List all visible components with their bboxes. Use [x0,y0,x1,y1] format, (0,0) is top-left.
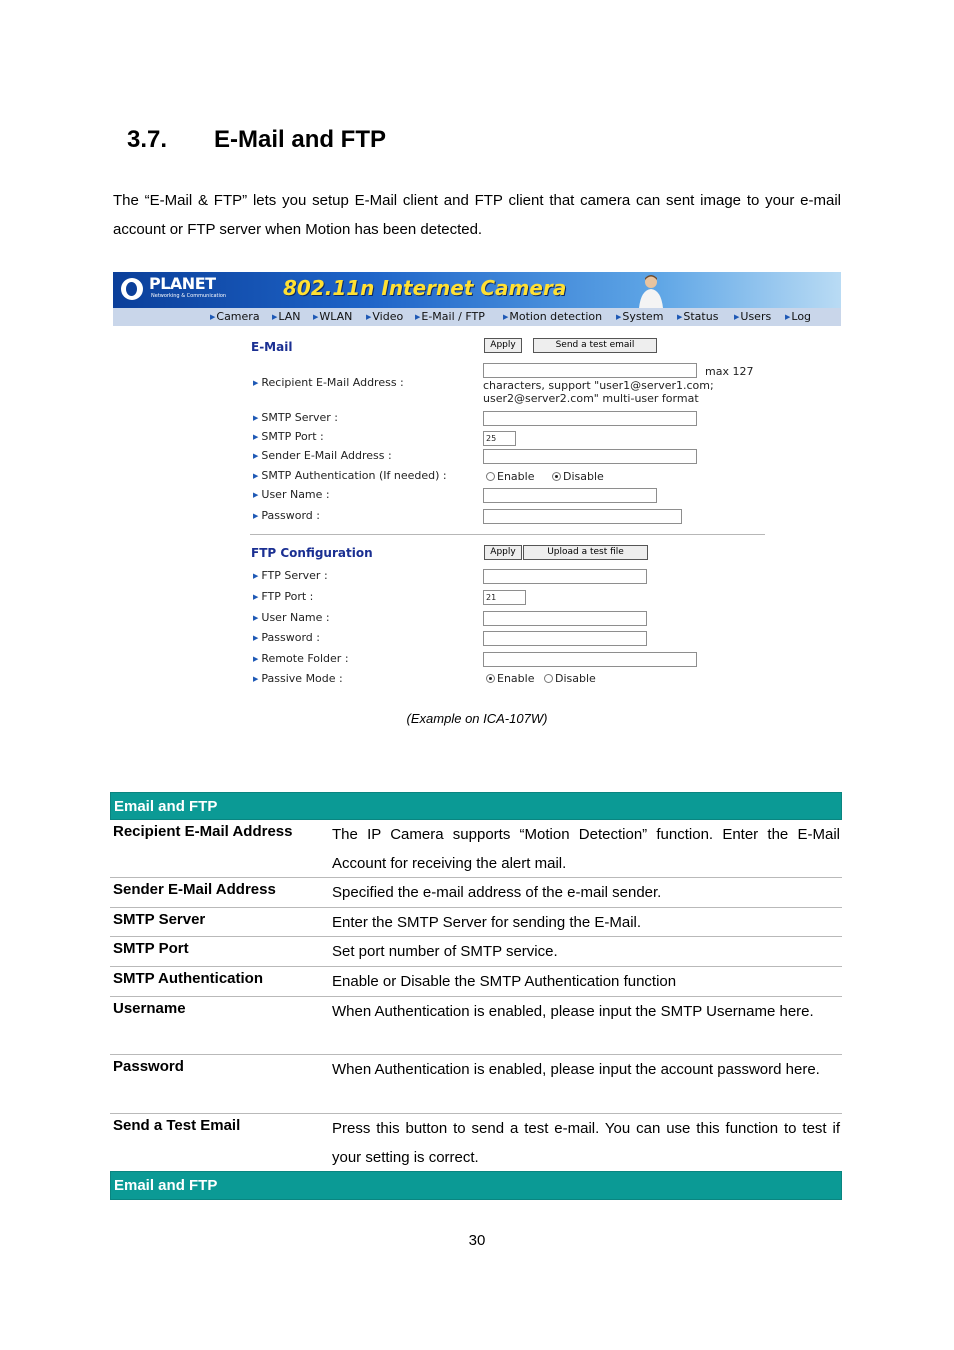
recipient-note-line3: user2@server2.com" multi-user format [483,392,699,405]
nav-arrow-icon: ▶ [677,313,683,321]
send-test-email-button[interactable]: Send a test email [533,338,657,353]
field-arrow-icon: ▶ [253,572,259,580]
upload-test-file-button[interactable]: Upload a test file [523,545,648,560]
radio-off-icon [544,674,553,683]
table-row-value: When Authentication is enabled, please input the account password here. [332,1061,820,1078]
field-arrow-icon: ▶ [253,472,259,480]
nav-item-wlan[interactable]: ▶WLAN [313,310,353,323]
nav-item-camera[interactable]: ▶Camera [210,310,260,323]
sender-email-input[interactable] [483,449,697,464]
nav-arrow-icon: ▶ [366,313,372,321]
ftp-port-label: ▶ FTP Port : [253,590,314,603]
radio-on-icon [486,674,495,683]
email-apply-button[interactable]: Apply [484,338,522,353]
field-arrow-icon: ▶ [253,491,259,499]
figure-caption: (Example on ICA-107W) [406,711,548,726]
recipient-email-input[interactable] [483,363,697,378]
email-password-input[interactable] [483,509,682,524]
table-row [110,967,842,997]
table-row-value: Set port number of SMTP service. [332,943,558,960]
nav-item-email-ftp[interactable]: ▶E-Mail / FTP [415,310,485,323]
remote-folder-input[interactable] [483,652,697,667]
recipient-note-max: max 127 [705,365,754,378]
nav-arrow-icon: ▶ [415,313,421,321]
passive-enable-radio[interactable]: Enable [486,672,534,685]
table-row-value: The IP Camera supports “Motion Detection” function. Enter the E-Mail Account for receiving the alert mail. [332,826,840,872]
camera-ui-screenshot [113,272,841,702]
nav-arrow-icon: ▶ [785,313,791,321]
smtp-auth-disable-radio[interactable]: Disable [552,470,604,483]
nav-arrow-icon: ▶ [210,313,216,321]
intro-paragraph: The “E-Mail & FTP” lets you setup E-Mail client and FTP client that camera can sent image to your e-mail account or FTP server when Motion has been detected. [113,192,841,238]
radio-off-icon [486,472,495,481]
nav-item-status[interactable]: ▶Status [677,310,719,323]
smtp-server-input[interactable] [483,411,697,426]
table-row-value: Specified the e-mail address of the e-mail sender. [332,884,662,901]
ftp-section-title: FTP Configuration [251,546,373,560]
table-footer-label: Email and FTP [114,1177,218,1194]
table-row-key: Send a Test Email [113,1117,241,1134]
planet-logo-icon [121,278,143,300]
sender-email-label: ▶ Sender E-Mail Address : [253,449,392,462]
section-number: 3.7. [127,126,168,153]
field-arrow-icon: ▶ [253,655,259,663]
field-arrow-icon: ▶ [253,512,259,520]
ftp-apply-button[interactable]: Apply [484,545,522,560]
ftp-username-input[interactable] [483,611,647,626]
table-row [110,908,842,937]
ftp-server-label: ▶ FTP Server : [253,569,328,582]
table-row-key: Password [113,1058,184,1075]
nav-arrow-icon: ▶ [734,313,740,321]
table-footer [110,1171,842,1200]
ftp-username-label: ▶ User Name : [253,611,330,624]
field-arrow-icon: ▶ [253,614,259,622]
section-title: E-Mail and FTP [214,126,387,153]
description-table [110,792,842,1200]
passive-disable-radio[interactable]: Disable [544,672,596,685]
table-row [110,820,842,878]
ftp-port-input[interactable]: 21 [483,590,526,605]
banner-title: 802.11n Internet Camera [283,276,567,300]
smtp-server-label: ▶ SMTP Server : [253,411,338,424]
nav-arrow-icon: ▶ [313,313,319,321]
field-arrow-icon: ▶ [253,433,259,441]
planet-logo-text: PLANET [149,274,216,293]
email-section-title: E-Mail [251,340,293,354]
table-row-value: Enter the SMTP Server for sending the E-Mail. [332,914,642,931]
email-username-input[interactable] [483,488,657,503]
field-arrow-icon: ▶ [253,379,259,387]
smtp-port-input[interactable]: 25 [483,431,516,446]
table-row-key: Sender E-Mail Address [113,881,276,898]
table-row [110,1114,842,1171]
field-arrow-icon: ▶ [253,414,259,422]
passive-mode-label: ▶ Passive Mode : [253,672,343,685]
remote-folder-label: ▶ Remote Folder : [253,652,349,665]
table-row-key: SMTP Authentication [113,970,263,987]
nav-item-video[interactable]: ▶Video [366,310,404,323]
nav-arrow-icon: ▶ [272,313,278,321]
smtp-auth-label: ▶ SMTP Authentication (If needed) : [253,469,447,482]
field-arrow-icon: ▶ [253,593,259,601]
camera-nav-bar [113,308,841,326]
table-row [110,997,842,1055]
nav-item-motion-detection[interactable]: ▶Motion detection [503,310,603,323]
page-number: 30 [468,1232,486,1249]
nav-item-log[interactable]: ▶Log [785,310,812,323]
table-row [110,937,842,967]
smtp-auth-enable-radio[interactable]: Enable [486,470,534,483]
section-divider [250,534,765,535]
ftp-password-label: ▶ Password : [253,631,320,644]
email-username-label: ▶ User Name : [253,488,330,501]
email-password-label: ▶ Password : [253,509,320,522]
table-row-key: Recipient E-Mail Address [113,823,293,840]
nav-item-lan[interactable]: ▶LAN [272,310,301,323]
field-arrow-icon: ▶ [253,452,259,460]
camera-banner [113,272,841,308]
table-row-key: SMTP Port [113,940,189,957]
ftp-server-input[interactable] [483,569,647,584]
field-arrow-icon: ▶ [253,634,259,642]
nav-arrow-icon: ▶ [503,313,509,321]
field-arrow-icon: ▶ [253,675,259,683]
recipient-note-line2: characters, support "user1@server1.com; [483,379,714,392]
table-row-key: SMTP Server [113,911,206,928]
table-row-value: Enable or Disable the SMTP Authentication function [332,973,677,990]
table-row-key: Username [113,1000,186,1017]
table-row [110,878,842,908]
table-header-label: Email and FTP [114,798,218,815]
planet-logo-subtext: Networking & Communication [151,293,227,299]
table-row-value: When Authentication is enabled, please input the SMTP Username here. [332,1003,814,1020]
nav-arrow-icon: ▶ [616,313,622,321]
radio-on-icon [552,472,561,481]
smtp-port-label: ▶ SMTP Port : [253,430,324,443]
table-row [110,1055,842,1114]
table-header [110,792,842,820]
table-row-value: Press this button to send a test e-mail. You can use this function to test if your setting is correct. [332,1120,840,1166]
person-photo-icon [621,272,681,308]
nav-item-system[interactable]: ▶System [616,310,664,323]
ftp-password-input[interactable] [483,631,647,646]
nav-item-users[interactable]: ▶Users [734,310,772,323]
recipient-email-label: ▶ Recipient E-Mail Address : [253,376,404,389]
